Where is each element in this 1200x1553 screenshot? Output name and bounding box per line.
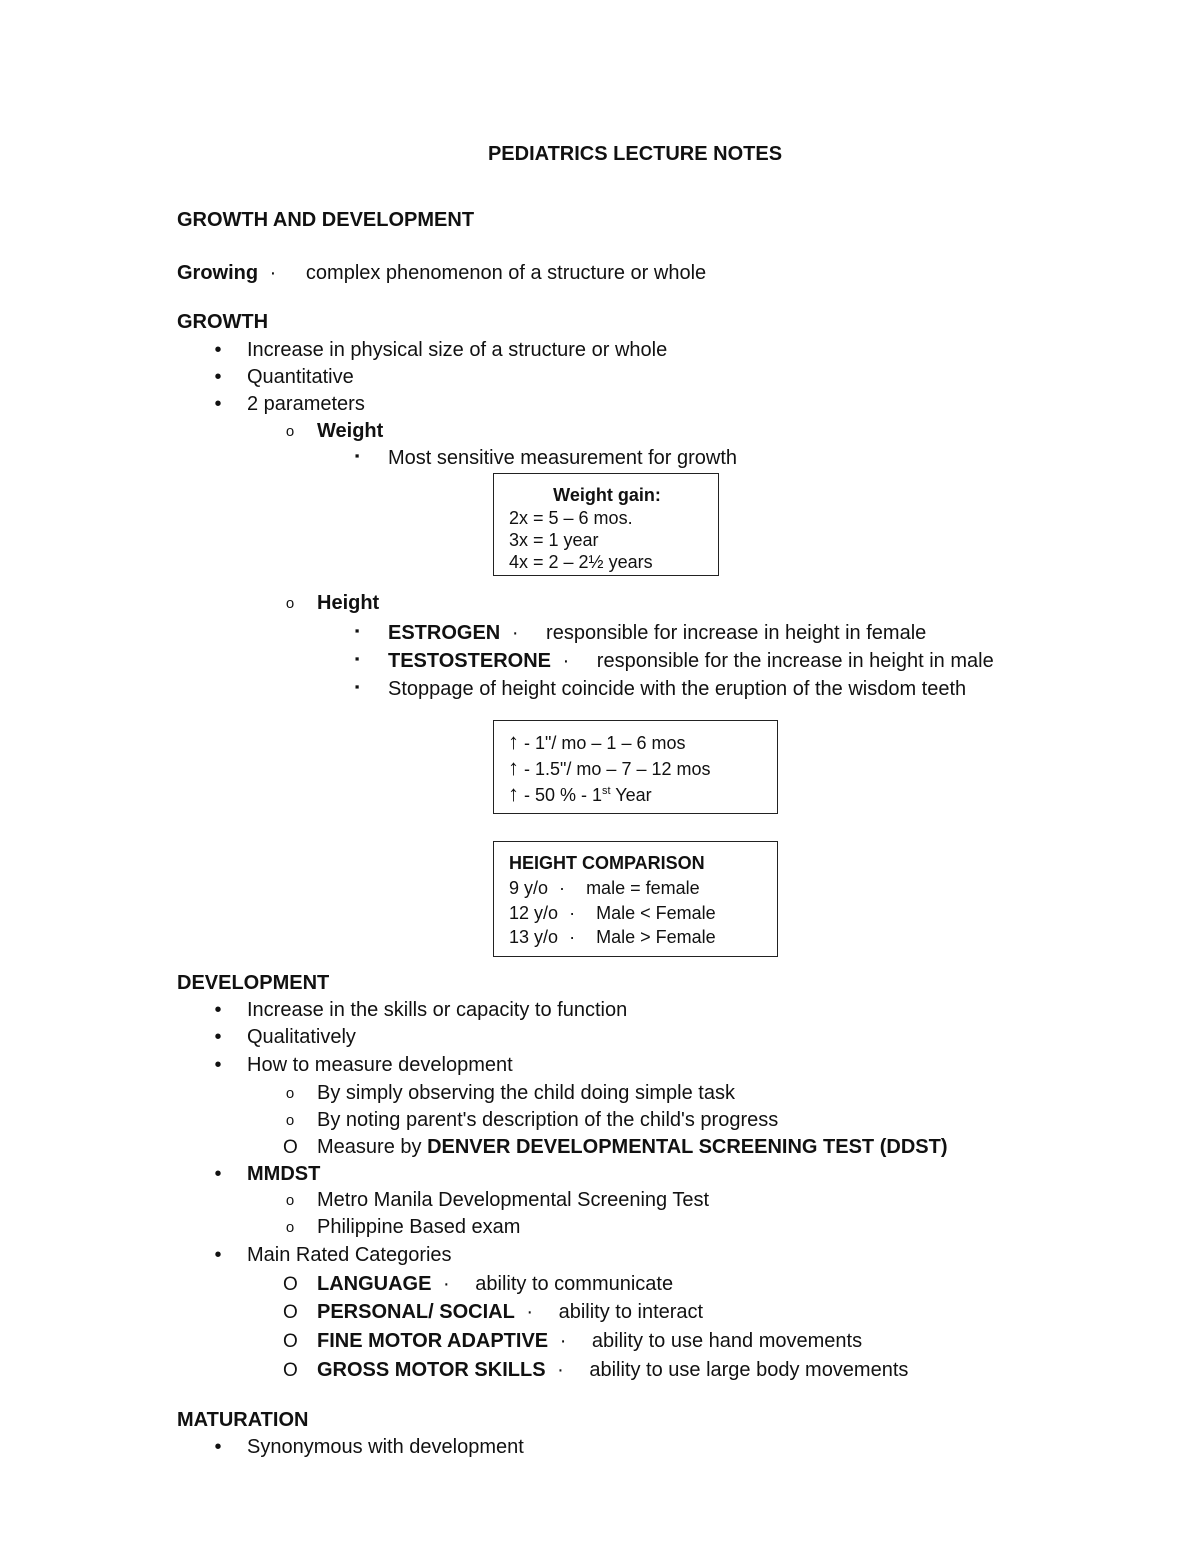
circle-bullet-icon: O [283, 1302, 298, 1323]
list-item: Quantitative [247, 366, 354, 388]
rate-text: - 1.5"/ mo – 7 – 12 mos [524, 759, 711, 779]
category-item [317, 1302, 703, 1322]
text: ability to use large body movements [589, 1359, 909, 1381]
superscript: st [602, 785, 611, 797]
value: male = female [586, 878, 700, 898]
bullet-icon: • [214, 339, 222, 361]
growth-heading: GROWTH [177, 311, 269, 333]
up-arrow-icon: ↑ [508, 729, 519, 754]
rate-text: - 1"/ mo – 1 – 6 mos [524, 733, 686, 753]
list-item: Increase in physical size of a structure or whole [247, 339, 668, 361]
circle-bullet-icon: o [285, 1112, 295, 1129]
separator: · [559, 1330, 567, 1352]
ddst-term: DENVER DEVELOPMENTAL SCREENING TEST (DDST) [427, 1136, 948, 1158]
page-title: PEDIATRICS LECTURE NOTES [487, 143, 783, 165]
height-comparison-box [493, 841, 778, 957]
circle-bullet-icon: O [283, 1274, 298, 1295]
circle-bullet-icon: o [285, 1219, 295, 1236]
term: LANGUAGE [317, 1273, 432, 1295]
list-item: By simply observing the child doing simple task [317, 1082, 735, 1104]
weight-gain-box [493, 473, 719, 576]
list-item: Increase in the skills or capacity to function [247, 999, 628, 1021]
up-arrow-icon: ↑ [508, 755, 519, 780]
rate-suffix: Year [610, 785, 652, 805]
box-title: Weight gain: [553, 485, 661, 505]
separator: · [562, 650, 570, 672]
text: ability to interact [558, 1301, 704, 1323]
list-item: By noting parent's description of the child's progress [317, 1109, 779, 1131]
height-label: Height [317, 592, 380, 614]
separator: · [511, 622, 519, 644]
circle-bullet-icon: O [283, 1331, 298, 1352]
text: ability to communicate [475, 1273, 674, 1295]
circle-bullet-icon: o [285, 1192, 295, 1209]
list-item: Philippine Based exam [317, 1216, 521, 1238]
list-item [388, 623, 926, 643]
bullet-icon: • [214, 1163, 222, 1185]
up-arrow-icon: ↑ [508, 781, 519, 806]
list-item: Synonymous with development [247, 1436, 524, 1458]
list-item: Stoppage of height coincide with the eruption of the wisdom teeth [388, 678, 967, 700]
term: Growing [177, 262, 259, 284]
development-heading: DEVELOPMENT [177, 972, 330, 994]
weight-label: Weight [317, 420, 384, 442]
circle-bullet-icon: o [285, 1085, 295, 1102]
rate-line [508, 757, 711, 779]
bullet-icon: • [214, 1054, 222, 1076]
comparison-row [509, 879, 700, 897]
separator: · [557, 1359, 564, 1381]
list-item: Main Rated Categories [247, 1244, 452, 1266]
box-line: 2x = 5 – 6 mos. [509, 508, 633, 528]
comparison-row [509, 928, 716, 946]
height-rate-box [493, 720, 778, 814]
text: ability to use hand movements [591, 1330, 863, 1352]
box-line: 3x = 1 year [509, 530, 599, 550]
bullet-icon: • [214, 393, 222, 415]
rate-line [508, 783, 652, 805]
term: GROSS MOTOR SKILLS [317, 1359, 546, 1381]
rate-text: - 50 % - 1 [524, 785, 603, 805]
separator: · [526, 1301, 534, 1323]
separator: · [559, 878, 566, 898]
circle-bullet-icon: O [283, 1137, 298, 1158]
growing-definition [177, 263, 706, 283]
term: PERSONAL/ SOCIAL [317, 1301, 515, 1323]
term: ESTROGEN [388, 622, 501, 644]
list-item [317, 1137, 947, 1157]
term: TESTOSTERONE [388, 650, 551, 672]
rate-line [508, 731, 685, 753]
square-bullet-icon: ▪ [354, 623, 360, 638]
category-item [317, 1331, 862, 1351]
separator: · [269, 262, 277, 284]
maturation-heading: MATURATION [177, 1409, 309, 1431]
circle-bullet-icon: o [285, 595, 295, 612]
text: responsible for the increase in height in male [596, 650, 994, 672]
definition: complex phenomenon of a structure or whole [305, 262, 707, 284]
list-item: Most sensitive measurement for growth [388, 447, 738, 469]
comparison-row [509, 904, 716, 922]
section-heading: GROWTH AND DEVELOPMENT [177, 209, 475, 231]
text: Measure by [317, 1136, 428, 1158]
bullet-icon: • [214, 1244, 222, 1266]
circle-bullet-icon: o [285, 423, 295, 440]
bullet-icon: • [214, 999, 222, 1021]
list-item [388, 651, 994, 671]
square-bullet-icon: ▪ [354, 651, 360, 666]
list-item: Metro Manila Developmental Screening Test [317, 1189, 710, 1211]
list-item: How to measure development [247, 1054, 513, 1076]
bullet-icon: • [214, 366, 222, 388]
term: FINE MOTOR ADAPTIVE [317, 1330, 549, 1352]
separator: · [569, 903, 576, 923]
age: 12 y/o [509, 903, 559, 923]
square-bullet-icon: ▪ [354, 448, 360, 463]
list-item: Qualitatively [247, 1026, 356, 1048]
bullet-icon: • [214, 1436, 222, 1458]
square-bullet-icon: ▪ [354, 679, 360, 694]
category-item [317, 1274, 673, 1294]
age: 9 y/o [509, 878, 549, 898]
text: responsible for increase in height in female [546, 622, 927, 644]
list-item: 2 parameters [247, 393, 365, 415]
circle-bullet-icon: O [283, 1360, 298, 1381]
separator: · [443, 1273, 450, 1295]
age: 13 y/o [509, 927, 559, 947]
category-item [317, 1360, 908, 1380]
value: Male < Female [596, 903, 716, 923]
mmdst-label: MMDST [247, 1163, 321, 1185]
bullet-icon: • [214, 1026, 222, 1048]
box-line: 4x = 2 – 2½ years [509, 552, 653, 572]
value: Male > Female [596, 927, 716, 947]
separator: · [569, 927, 576, 947]
box-title: HEIGHT COMPARISON [509, 853, 705, 873]
